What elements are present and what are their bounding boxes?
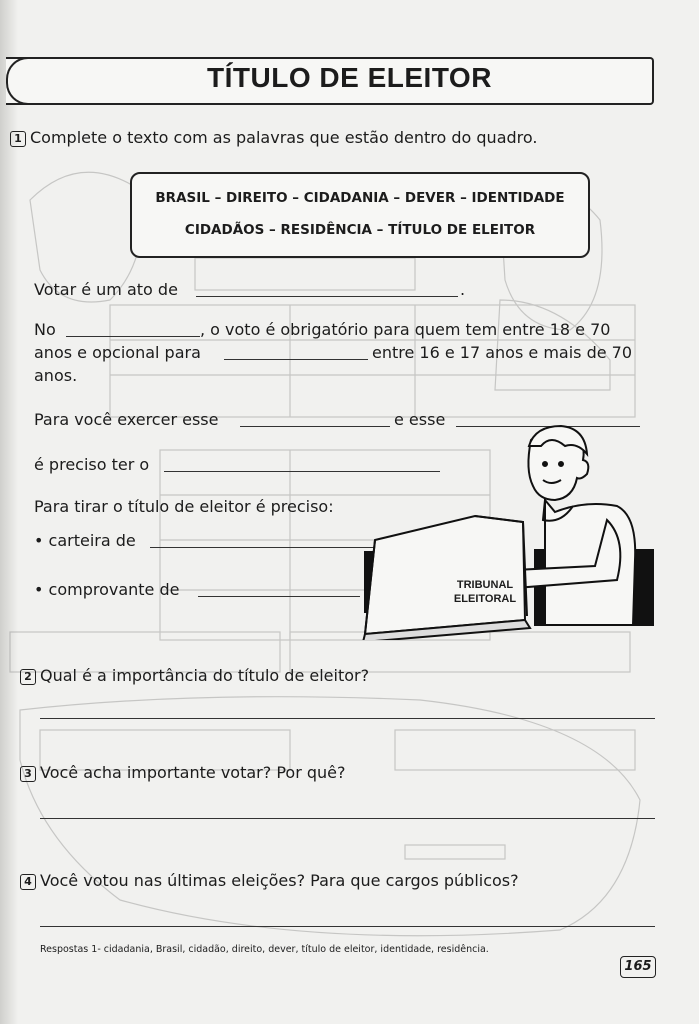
question-3-prompt: Você acha importante votar? Por quê? bbox=[40, 763, 346, 782]
question-number: 4 bbox=[20, 874, 36, 890]
question-3 bbox=[20, 763, 345, 782]
question-1-prompt: Complete o texto com as palavras que estão dentro do quadro. bbox=[30, 128, 538, 147]
sentence-votar: Votar é um ato de bbox=[34, 280, 178, 299]
blank-comprovante[interactable] bbox=[198, 596, 360, 597]
blank-no[interactable] bbox=[66, 336, 200, 337]
sentence-obrigatorio: , o voto é obrigatório para quem tem entre 18 e 70 bbox=[200, 320, 611, 339]
word-bank-line-2: CIDADÃOS – RESIDÊNCIA – TÍTULO DE ELEITOR bbox=[184, 222, 536, 238]
sentence-opcional: anos e opcional para bbox=[34, 343, 201, 362]
word-bank-line-1: BRASIL – DIREITO – CIDADANIA – DEVER – IDENTIDADE bbox=[155, 190, 565, 206]
bullet-carteira: • carteira de bbox=[34, 531, 136, 550]
question-4-prompt: Você votou nas últimas eleições? Para que cargos públicos? bbox=[40, 871, 519, 890]
sentence-no: No bbox=[34, 320, 56, 339]
bullet-comprovante: • comprovante de bbox=[34, 580, 180, 599]
page-number: 165 bbox=[620, 956, 656, 978]
sentence-idades: entre 16 e 17 anos e mais de 70 bbox=[372, 343, 633, 362]
sentence-esse: e esse bbox=[394, 410, 446, 429]
word-bank-box bbox=[130, 172, 590, 258]
tribunal-sign: TRIBUNAL ELEITORAL bbox=[453, 579, 517, 605]
page-edge-shadow bbox=[0, 0, 18, 1024]
sentence-anos: anos. bbox=[34, 366, 78, 385]
question-number: 1 bbox=[10, 131, 26, 147]
question-4 bbox=[20, 871, 519, 890]
sentence-exercer: Para você exercer esse bbox=[34, 410, 219, 429]
answer-line-q3[interactable] bbox=[40, 818, 655, 819]
blank-opcional[interactable] bbox=[224, 359, 368, 360]
voter-illustration bbox=[355, 420, 655, 640]
answer-key-footer: Respostas 1- cidadania, Brasil, cidadão, direito, dever, título de eleitor, identidade, residência. bbox=[40, 944, 489, 955]
sentence-preciso: é preciso ter o bbox=[34, 455, 150, 474]
sentence-votar-end: . bbox=[460, 280, 466, 299]
question-1 bbox=[10, 128, 537, 147]
question-number: 2 bbox=[20, 669, 36, 685]
sentence-tirar-titulo: Para tirar o título de eleitor é preciso: bbox=[34, 497, 334, 516]
question-2-prompt: Qual é a importância do título de eleitor? bbox=[40, 666, 370, 685]
question-number: 3 bbox=[20, 766, 36, 782]
answer-line-q2[interactable] bbox=[40, 718, 655, 719]
page-title: TÍTULO DE ELEITOR bbox=[207, 62, 492, 93]
blank-votar[interactable] bbox=[196, 296, 458, 297]
answer-line-q4[interactable] bbox=[40, 926, 655, 927]
question-2 bbox=[20, 666, 369, 685]
